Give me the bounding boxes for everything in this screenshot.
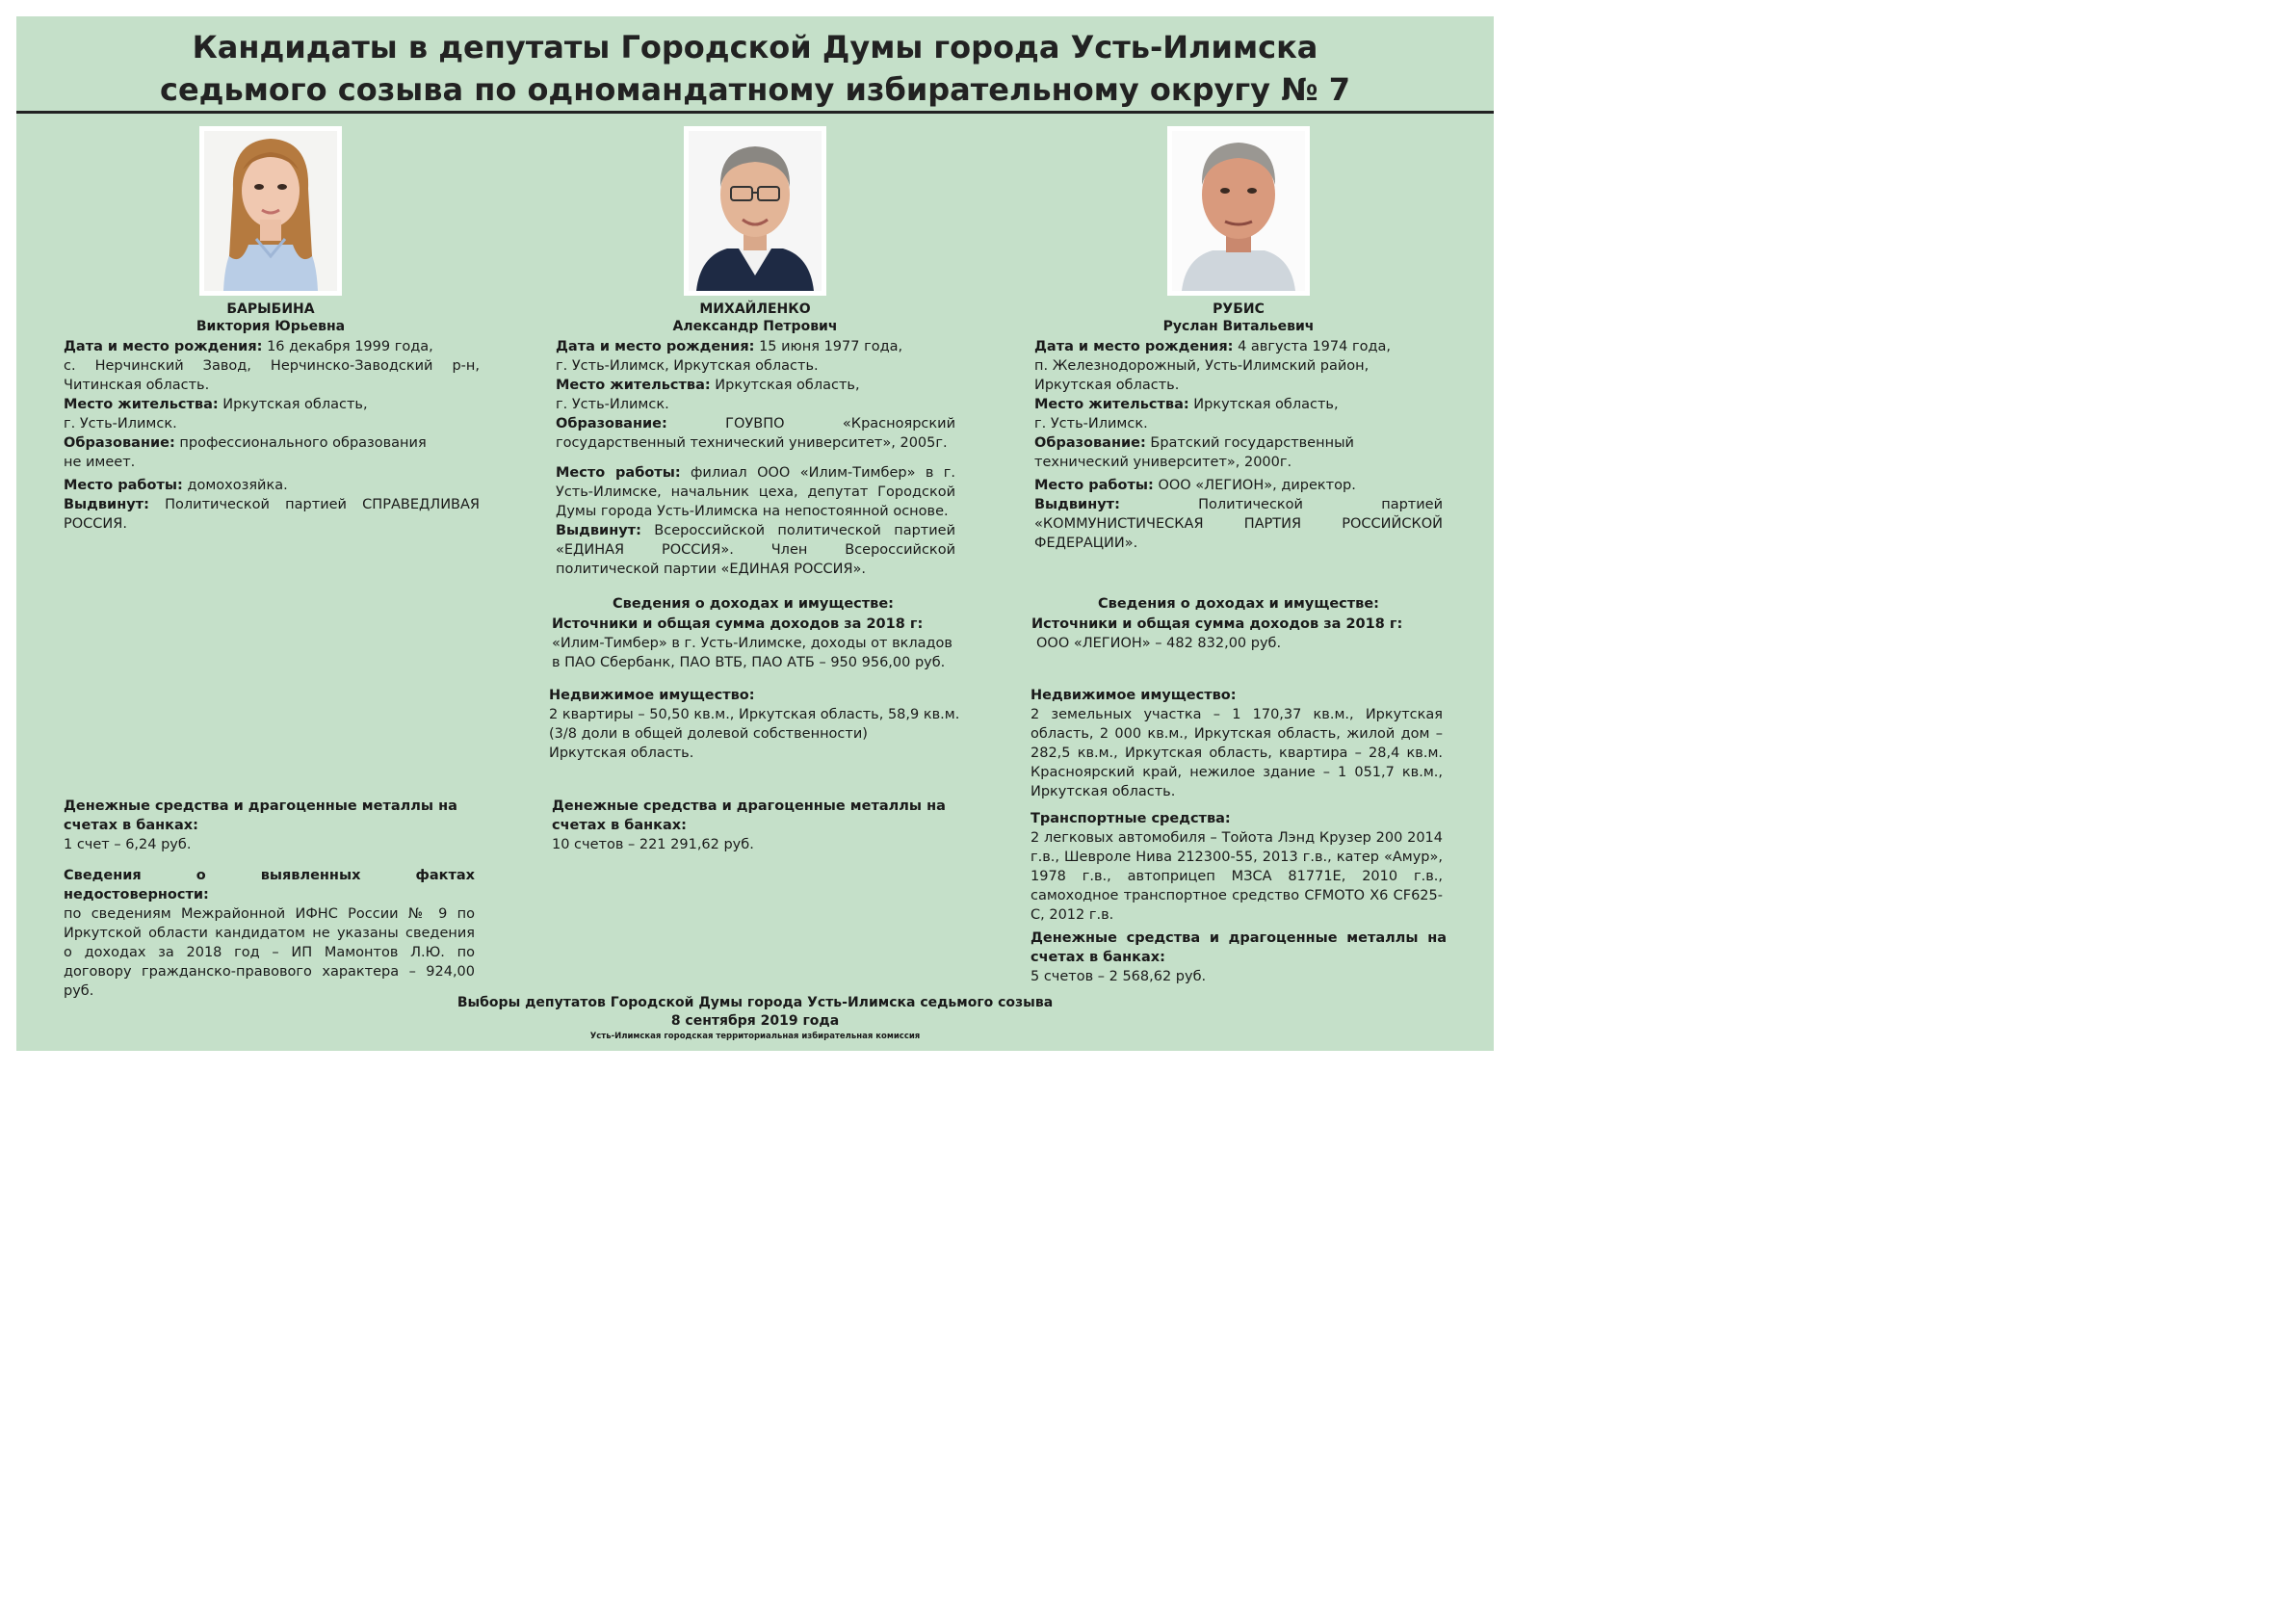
portrait-man-glasses-image (689, 131, 822, 291)
candidate-1-photo (199, 126, 342, 296)
candidate-2-bio: Дата и место рождения: 15 июня 1977 года, г. Усть-Илимск, Иркутская область. Место жительства: Иркутская область, г. Усть-Илимск. Образование: ГОУВПО «Красноярский государственный технический университет», 2005г. Место работы: филиал ООО «Илим-Тимбер» в г. Усть-Илимске, начальник цеха, депутат Городской Думы города Усть-Илимска на непостоянной основе. Выдвинут: Всероссийской политической партией «ЕДИНАЯ РОССИЯ». Член Всероссийской политической партии «ЕДИНАЯ РОССИЯ». (556, 339, 955, 577)
candidate-3-vehicles: Транспортные средства: 2 легковых автомобиля – Тойота Лэнд Крузер 200 2014 г.в., Шевроле Нива 212300-55, 2013 г.в., катер «Амур», 1978 г.в., автоприцеп МЗСА 81771Е, 2010 г.в., самоходное транспортное средство CFMOTO X6 CF625-С, 2012 г.в. (1031, 811, 1443, 923)
candidate-3-income: Источники и общая сумма доходов за 2018 г: ООО «ЛЕГИОН» – 482 832,00 руб. (1031, 616, 1403, 651)
page-title: Кандидаты в депутаты Городской Думы города Усть-Илимска седьмого созыва по одномандатному избирательному округу № 7 (160, 29, 1350, 108)
footer-election-title: Выборы депутатов Городской Думы города Усть-Илимска седьмого созыва (457, 995, 1054, 1010)
candidate-3-real-estate: Недвижимое имущество: 2 земельных участка – 1 170,37 кв.м., Иркутская область, 2 000 кв.м., Иркутская область, жилой дом – 282,5 кв.м., Иркутская область, квартира – 28,4 кв.м. Красноярский край, нежилое здание – 1 051,7 кв.м., Иркутская область. (1031, 688, 1443, 799)
candidate-2-real-estate: Недвижимое имущество: 2 квартиры – 50,50 кв.м., Иркутская область, 58,9 кв.м. (3/8 доли в общей долевой собственности) Иркутская область. (549, 688, 960, 761)
candidate-3-income-header: Сведения о доходах и имуществе: (1098, 596, 1379, 612)
portrait-woman-image (204, 131, 337, 291)
candidate-3-photo (1167, 126, 1310, 296)
footer-commission: Усть-Илимская городская территориальная избирательная комиссия (589, 1032, 921, 1041)
candidate-1-money: Денежные средства и драгоценные металлы на счетах в банках: 1 счет – 6,24 руб. (64, 798, 457, 852)
candidate-1-surname: БАРЫБИНА (226, 301, 315, 317)
candidate-3-money: Денежные средства и драгоценные металлы на счетах в банках: 5 счетов – 2 568,62 руб. (1031, 930, 1447, 984)
candidate-3-surname: РУБИС (1213, 301, 1265, 317)
candidate-3-bio: Дата и место рождения: 4 августа 1974 года, п. Железнодорожный, Усть-Илимский район, Иркутская область. Место жительства: Иркутская область, г. Усть-Илимск. Образование: Братский государственный технический университет», 2000г. Место работы: ООО «ЛЕГИОН», директор. Выдвинут: Политической партией «КОММУНИСТИЧЕСКАЯ ПАРТИЯ РОССИЙСКОЙ ФЕДЕРАЦИИ». (1034, 339, 1443, 551)
candidate-2-income: Источники и общая сумма доходов за 2018 г: «Илим-Тимбер» в г. Усть-Илимске, доходы от вкладов в ПАО Сбербанк, ПАО ВТБ, ПАО АТБ – 950 956,00 руб. (552, 616, 952, 670)
candidate-2-given-name: Александр Петрович (672, 319, 838, 334)
footer-election-date: 8 сентября 2019 года (670, 1013, 840, 1029)
candidate-2-photo (684, 126, 826, 296)
title-divider (16, 111, 1494, 114)
candidate-1-bio: Дата и место рождения: 16 декабря 1999 года, с. Нерчинский Завод, Нерчинско-Заводский р-н, Читинская область. Место жительства: Иркутская область, г. Усть-Илимск. Образование: профессионального образования не имеет. Место работы: домохозяйка. Выдвинут: Политической партией СПРАВЕДЛИВАЯ РОССИЯ. (64, 339, 480, 532)
candidate-1-given-name: Виктория Юрьевна (196, 319, 346, 334)
poster (16, 16, 1494, 1051)
candidate-2-surname: МИХАЙЛЕНКО (699, 301, 811, 317)
candidate-3-given-name: Руслан Витальевич (1162, 319, 1315, 334)
portrait-man-image (1172, 131, 1305, 291)
candidate-2-income-header: Сведения о доходах и имуществе: (613, 596, 894, 612)
candidate-1-false-facts: Сведения о выявленных фактах недостоверности: по сведениям Межрайонной ИФНС России № 9 по Иркутской области кандидатом не указаны сведения о доходах за 2018 год – ИП Мамонтов Л.Ю. по договору гражданско-правового характера – 924,00 руб. (64, 868, 475, 999)
candidate-2-money: Денежные средства и драгоценные металлы на счетах в банках: 10 счетов – 221 291,62 руб. (552, 798, 946, 852)
